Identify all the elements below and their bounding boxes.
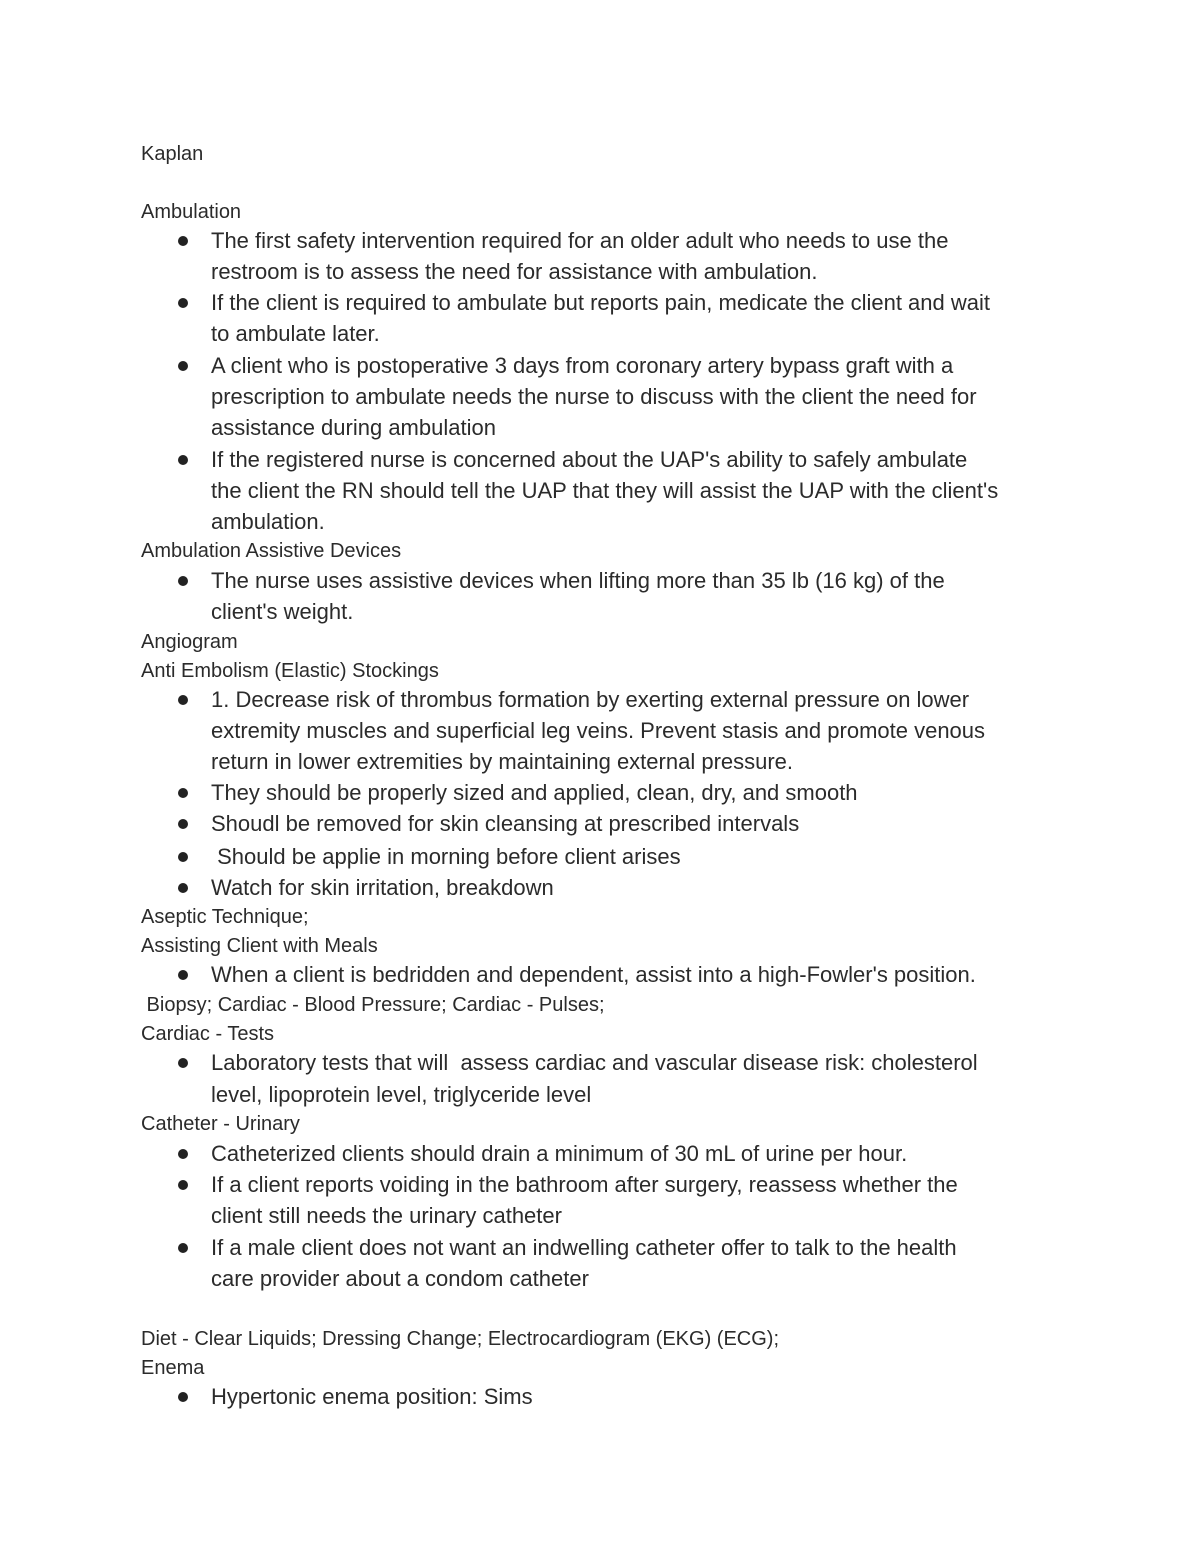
section-heading-cardiac-tests: Cardiac - Tests (141, 1023, 275, 1045)
bullet-text-line: extremity muscles and superficial leg veins. Prevent stasis and promote venous (211, 718, 986, 743)
bullet-text-line: Shoudl be removed for skin cleansing at prescribed intervals (211, 811, 800, 836)
bullet-icon (178, 298, 188, 308)
section-heading-ambulation: Ambulation (141, 201, 242, 223)
bullet-text-line: Watch for skin irritation, breakdown (211, 875, 554, 900)
bullet-icon (178, 1058, 188, 1068)
bullet-text-line: They should be properly sized and applied, clean, dry, and smooth (211, 780, 858, 805)
section-heading-aseptic-technique: Aseptic Technique; (141, 906, 309, 928)
bullet-text-line: The first safety intervention required for an older adult who needs to use the (211, 228, 949, 253)
bullet-icon (178, 1392, 188, 1402)
bullet-icon (178, 1243, 188, 1253)
bullet-text-line: assistance during ambulation (211, 415, 496, 440)
bullet-text-line: If a client reports voiding in the bathroom after surgery, reassess whether the (211, 1172, 958, 1197)
section-heading-enema: Enema (141, 1357, 205, 1379)
bullet-text-line: The nurse uses assistive devices when lifting more than 35 lb (16 kg) of the (211, 568, 945, 593)
bullet-text-line: Hypertonic enema position: Sims (211, 1384, 533, 1409)
bullet-text-line: return in lower extremities by maintaining external pressure. (211, 749, 794, 774)
bullet-icon (178, 361, 188, 371)
bullet-text-line: If the client is required to ambulate but reports pain, medicate the client and wait (211, 290, 990, 315)
bullet-icon (178, 236, 188, 246)
bullet-text-line: Laboratory tests that will assess cardiac and vascular disease risk: cholesterol (211, 1050, 978, 1075)
section-heading-catheter-urinary: Catheter - Urinary (141, 1113, 300, 1135)
section-heading-angiogram: Angiogram (141, 631, 238, 653)
bullet-icon (178, 883, 188, 893)
bullet-icon (178, 1149, 188, 1159)
bullet-text-line: to ambulate later. (211, 321, 380, 346)
section-heading-ambulation-assistive-devices: Ambulation Assistive Devices (141, 540, 402, 562)
bullet-icon (178, 970, 188, 980)
bullet-icon (178, 819, 188, 829)
bullet-text-line: care provider about a condom catheter (211, 1266, 589, 1291)
bullet-text-line: level, lipoprotein level, triglyceride level (211, 1082, 592, 1107)
bullet-text-line: 1. Decrease risk of thrombus formation by exerting external pressure on lower (211, 687, 970, 712)
bullet-icon (178, 852, 188, 862)
bullet-text-line: prescription to ambulate needs the nurse to discuss with the client the need for (211, 384, 977, 409)
section-heading-diet-dressing-ecg: Diet - Clear Liquids; Dressing Change; Electrocardiogram (EKG) (ECG); (141, 1328, 779, 1350)
bullet-text-line: ambulation. (211, 509, 325, 534)
bullet-icon (178, 695, 188, 705)
bullet-text-line: client still needs the urinary catheter (211, 1203, 562, 1228)
bullet-text-line: When a client is bedridden and dependent, assist into a high-Fowler's position. (211, 962, 976, 987)
bullet-text-line: A client who is postoperative 3 days from coronary artery bypass graft with a (211, 353, 954, 378)
bullet-text-line: the client the RN should tell the UAP that they will assist the UAP with the client's (211, 478, 999, 503)
bullet-text-line: Should be applie in morning before client arises (211, 844, 681, 869)
bullet-icon (178, 576, 188, 586)
document-title: Kaplan (141, 143, 204, 165)
bullet-icon (178, 1180, 188, 1190)
bullet-text-line: If the registered nurse is concerned about the UAP's ability to safely ambulate (211, 447, 968, 472)
section-heading-anti-embolism-stockings: Anti Embolism (Elastic) Stockings (141, 660, 439, 682)
bullet-text-line: Catheterized clients should drain a minimum of 30 mL of urine per hour. (211, 1141, 908, 1166)
bullet-text-line: If a male client does not want an indwelling catheter offer to talk to the health (211, 1235, 957, 1260)
bullet-text-line: client's weight. (211, 599, 354, 624)
bullet-text-line: restroom is to assess the need for assistance with ambulation. (211, 259, 818, 284)
bullet-icon (178, 455, 188, 465)
bullet-icon (178, 788, 188, 798)
section-heading-assisting-client-with-meals: Assisting Client with Meals (141, 935, 378, 957)
section-heading-biopsy-cardiac: Biopsy; Cardiac - Blood Pressure; Cardiac - Pulses; (141, 994, 605, 1016)
